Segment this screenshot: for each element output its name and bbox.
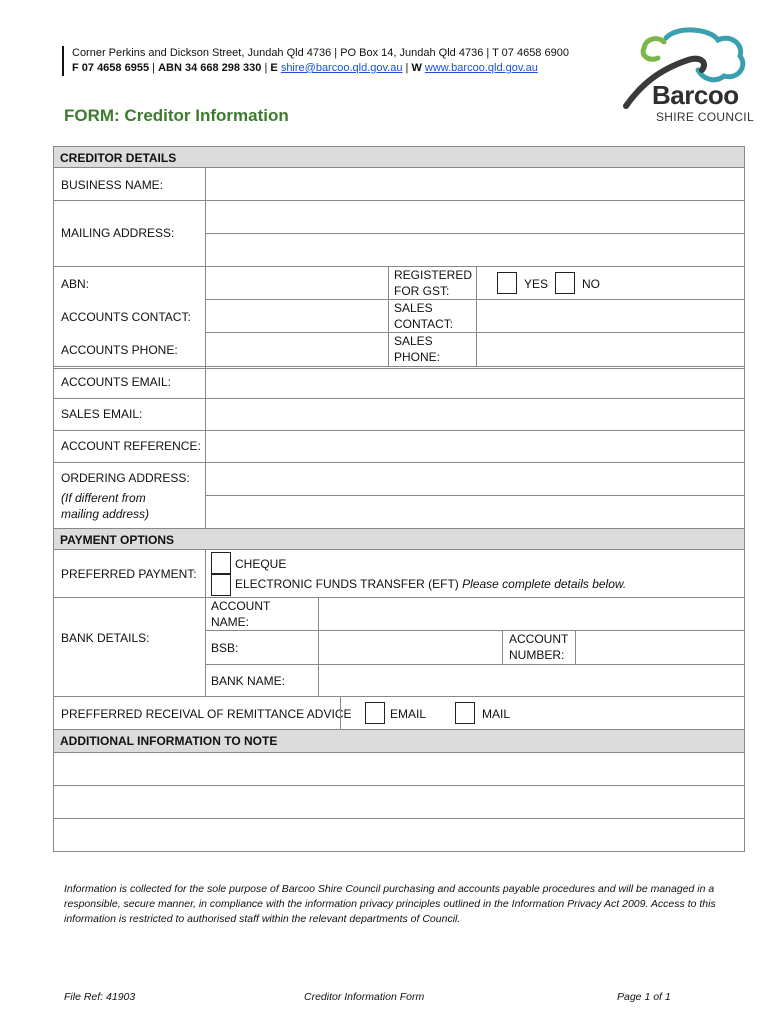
email-label: E [270,62,278,74]
logo-wordmark: Barcoo [652,80,739,110]
ordering-address-note: (If different from mailing address) [61,491,150,521]
bsb-label: BSB: [211,641,239,655]
gst-no-label: NO [582,277,600,291]
account-reference-label: ACCOUNT REFERENCE: [61,439,201,453]
ordering-address-label: ORDERING ADDRESS: [61,471,190,485]
accounts-contact-label: ACCOUNTS CONTACT: [61,310,191,324]
bsb-input[interactable] [318,630,503,665]
additional-info-line-1[interactable] [53,752,745,786]
sales-phone-input[interactable] [476,332,745,367]
account-number-input[interactable] [575,630,745,665]
remittance-email-label: EMAIL [390,707,427,721]
eft-label: ELECTRONIC FUNDS TRANSFER (EFT) Please complete details below. [235,577,627,591]
business-name-label: BUSINESS NAME: [61,178,164,192]
sales-email-input[interactable] [205,398,745,431]
accounts-phone-label: ACCOUNTS PHONE: [61,343,178,357]
section-payment-options: PAYMENT OPTIONS [53,528,745,550]
ordering-address-input-2[interactable] [205,495,745,529]
account-name-label: ACCOUNT NAME: [211,599,271,629]
barcoo-logo [618,26,758,126]
sales-contact-label: SALES CONTACT: [394,301,454,331]
cheque-checkbox[interactable] [211,552,231,574]
document-name: Creditor Information Form [304,991,425,1003]
contact-line-1: Corner Perkins and Dickson Street, Jundah Qld 4736 | PO Box 14, Jundah Qld 4736 | T 07 4658 6900 [72,47,569,59]
website-link[interactable]: www.barcoo.qld.gov.au [424,62,538,74]
remittance-label: PREFFERRED RECEIVAL OF REMITTANCE ADVICE [61,707,352,721]
page-number: Page 1 of 1 [617,991,671,1003]
remittance-mail-label: MAIL [482,707,511,721]
file-ref: File Ref: 41903 [64,991,136,1003]
email-link[interactable]: shire@barcoo.qld.gov.au [280,62,403,74]
account-number-label: ACCOUNT NUMBER: [509,632,569,662]
gst-yes-checkbox[interactable] [497,272,517,294]
mailing-address-input-2[interactable] [205,233,745,267]
remittance-mail-checkbox[interactable] [455,702,475,724]
mailing-address-input-1[interactable] [205,200,745,234]
privacy-notice: Information is collected for the sole purpose of Barcoo Shire Council purchasing and accounts payable procedures and will be managed in a responsible, secure manner, in compliance with the information privacy principles outlined in the Information Privacy Act 2009. Access to this information is restricted to authorised staff within the relevant departments of Council. [64,883,716,925]
contact-header [62,46,569,76]
accounts-email-label: ACCOUNTS EMAIL: [61,375,172,389]
mailing-address-label-cell [53,200,206,267]
sales-phone-label: SALES PHONE: [394,334,441,364]
bank-details-label-cell [53,597,206,697]
section-creditor-details: CREDITOR DETAILS [53,146,745,168]
registered-gst-label: REGISTERED FOR GST: [394,268,473,298]
bank-name-label: BANK NAME: [211,674,286,688]
ordering-address-input-1[interactable] [205,462,745,496]
business-name-input[interactable] [205,167,745,201]
additional-info-line-3[interactable] [53,818,745,852]
accounts-contact-input[interactable] [205,299,389,333]
contact-line-2: F 07 4658 6955 | ABN 34 668 298 330 | E shire@barcoo.qld.gov.au | W www.barcoo.qld.gov.au [72,62,538,74]
form-title: FORM: Creditor Information [64,106,289,125]
cheque-label: CHEQUE [235,557,287,571]
accounts-phone-input[interactable] [205,332,389,367]
account-name-input[interactable] [318,597,745,631]
sales-email-label: SALES EMAIL: [61,407,143,421]
remittance-email-checkbox[interactable] [365,702,385,724]
gst-yes-label: YES [524,277,549,291]
account-reference-input[interactable] [205,430,745,463]
gst-no-checkbox[interactable] [555,272,575,294]
bank-name-input[interactable] [318,664,745,697]
fax-number: F 07 4658 6955 [72,62,150,74]
accounts-email-input[interactable] [205,366,745,399]
eft-checkbox[interactable] [211,574,231,596]
abn-label: ABN: [61,277,90,291]
mailing-address-label: MAILING ADDRESS: [61,226,175,240]
logo-subtitle: SHIRE COUNCIL [656,110,754,124]
web-label: W [411,62,422,74]
preferred-payment-label: PREFERRED PAYMENT: [61,567,197,581]
section-additional-info: ADDITIONAL INFORMATION TO NOTE [53,729,745,753]
additional-info-line-2[interactable] [53,785,745,819]
abn-number: ABN 34 668 298 330 [158,62,262,74]
abn-input[interactable] [205,266,389,300]
sales-contact-input[interactable] [476,299,745,333]
bank-details-label: BANK DETAILS: [61,631,150,645]
